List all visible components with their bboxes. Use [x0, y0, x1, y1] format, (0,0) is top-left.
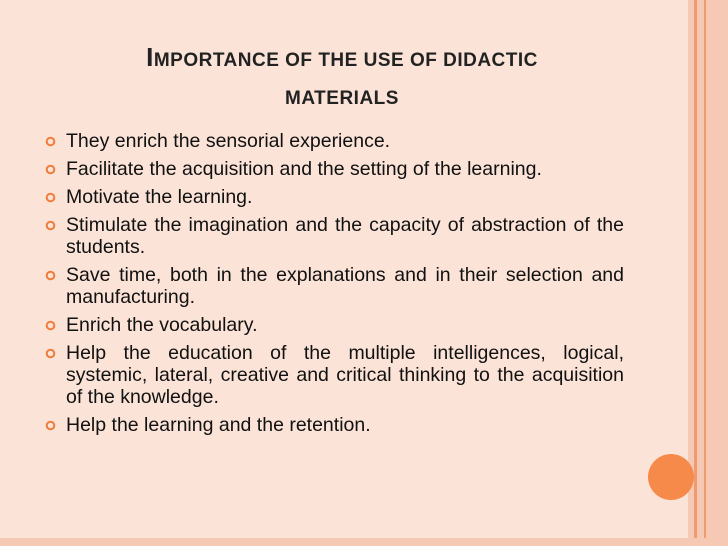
title-first-letter: I	[146, 42, 154, 72]
stripe-line	[694, 0, 697, 546]
bullet-text: They enrich the sensorial experience.	[66, 130, 391, 152]
circle-outline-bullet-icon	[44, 163, 57, 176]
bottom-decorative-bar	[0, 538, 728, 546]
bullet-text: Help the learning and the retention.	[66, 414, 371, 436]
circle-outline-bullet-icon	[44, 269, 57, 282]
bullet-text: Help the education of the multiple intelligences, logical, systemic, lateral, creative and critical thinking to the acquisition of the knowledge.	[66, 342, 624, 408]
bullet-list	[44, 130, 624, 442]
bullet-text: Save time, both in the explanations and in their selection and manufacturing.	[66, 264, 624, 308]
right-decorative-bar	[688, 0, 728, 546]
circle-outline-bullet-icon	[44, 219, 57, 232]
bullet-text: Stimulate the imagination and the capacity of abstraction of the students.	[66, 214, 624, 258]
circle-outline-bullet-icon	[44, 191, 57, 204]
circle-outline-bullet-icon	[44, 135, 57, 148]
bullet-text: Facilitate the acquisition and the setting of the learning.	[66, 158, 542, 180]
circle-outline-bullet-icon	[44, 319, 57, 332]
bullet-text: Enrich the vocabulary.	[66, 314, 258, 336]
bullet-item	[44, 314, 624, 336]
title-line-1	[40, 38, 644, 80]
slide-title	[40, 38, 644, 118]
bullet-item	[44, 214, 624, 258]
title-line-2: MATERIALS	[285, 88, 399, 109]
orange-circle-decoration	[648, 454, 694, 500]
circle-outline-bullet-icon	[44, 419, 57, 432]
circle-outline-bullet-icon	[44, 347, 57, 360]
bullet-item	[44, 158, 624, 180]
bullet-item	[44, 186, 624, 208]
stripe-line	[704, 0, 706, 546]
bullet-item	[44, 130, 624, 152]
bullet-text: Motivate the learning.	[66, 186, 253, 208]
bullet-item	[44, 264, 624, 308]
title-rest: MPORTANCE OF THE USE OF DIDACTIC	[153, 50, 538, 71]
bullet-item	[44, 342, 624, 408]
bullet-item	[44, 414, 624, 436]
